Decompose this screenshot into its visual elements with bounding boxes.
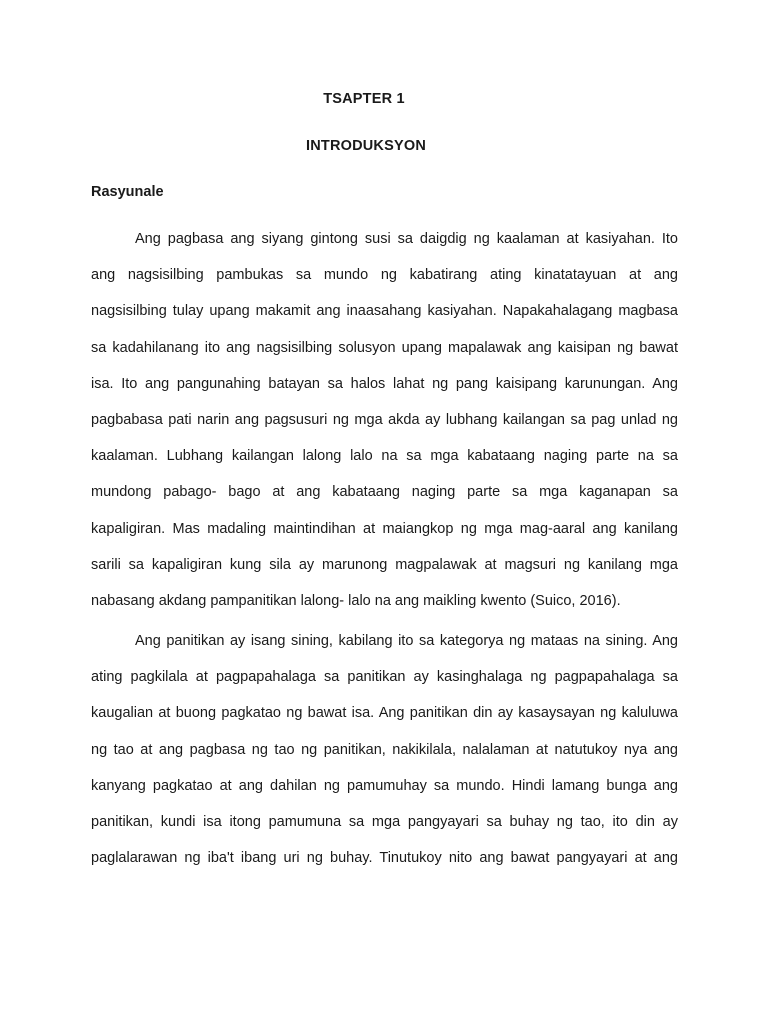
paragraph-line: sarili sa kapaligiran kung sila ay marunong magpalawak at magsuri ng kanilang mga bbox=[91, 556, 678, 573]
paragraph-line: nabasang akdang pampanitikan lalong- lalo na ang maikling kwento (Suico, 2016). bbox=[91, 592, 621, 609]
paragraph-line: paglalarawan ng iba't ibang uri ng buhay. Tinutukoy nito ang bawat pangyayari at ang bbox=[91, 850, 678, 867]
paragraph-line: kaugalian at buong pagkatao ng bawat isa. Ang panitikan din ay kasaysayan ng kaluluwa bbox=[91, 705, 678, 722]
paragraph-line: kanyang pagkatao at ang dahilan ng pamumuhay sa mundo. Hindi lamang bunga ang bbox=[91, 777, 678, 794]
paragraph-line: ating pagkilala at pagpapahalaga sa panitikan ay kasinghalaga ng pagpapahalaga sa bbox=[91, 669, 678, 686]
paragraph-line: sa kadahilanang ito ang nagsisilbing solusyon upang mapalawak ang kaisipan ng bawat bbox=[91, 339, 678, 356]
paragraph-line: Ang pagbasa ang siyang gintong susi sa daigdig ng kaalaman at kasiyahan. Ito bbox=[135, 231, 678, 247]
section-title: INTRODUKSYON bbox=[305, 138, 426, 154]
paragraph-line: isa. Ito ang pangunahing batayan sa halos lahat ng pang kaisipang karunungan. Ang bbox=[91, 375, 678, 392]
paragraph-line: mundong pabago- bago at ang kabataang naging parte sa mga kaganapan sa bbox=[91, 484, 678, 501]
paragraph-line: kapaligiran. Mas madaling maintindihan at maiangkop ng mga mag-aaral ang kanilang bbox=[91, 520, 678, 537]
paragraph-1 bbox=[91, 229, 678, 627]
subheading-rasyunale: Rasyunale bbox=[91, 184, 164, 200]
paragraph-line: kaalaman. Lubhang kailangan lalong lalo na sa mga kabataang naging parte na sa bbox=[91, 448, 678, 465]
paragraph-line: panitikan, kundi isa itong pamumuna sa mga pangyayari sa buhay ng tao, ito din ay bbox=[91, 813, 678, 830]
paragraph-line: ang nagsisilbing pambukas sa mundo ng kabatirang ating kinatatayuan at ang bbox=[91, 267, 678, 284]
paragraph-line: nagsisilbing tulay upang makamit ang inaasahang kasiyahan. Napakahalagang magbasa bbox=[91, 303, 678, 320]
paragraph-line: pagbabasa pati narin ang pagsusuri ng mga akda ay lubhang kailangan sa pag unlad ng bbox=[91, 411, 678, 428]
paragraph-line: ng tao at ang pagbasa ng tao ng panitikan, nakikilala, nalalaman at natutukoy nya ang bbox=[91, 741, 678, 758]
paragraph-line: Ang panitikan ay isang sining, kabilang ito sa kategorya ng mataas na sining. Ang bbox=[135, 633, 678, 649]
chapter-title: TSAPTER 1 bbox=[323, 91, 405, 107]
paragraph-2 bbox=[91, 631, 678, 884]
